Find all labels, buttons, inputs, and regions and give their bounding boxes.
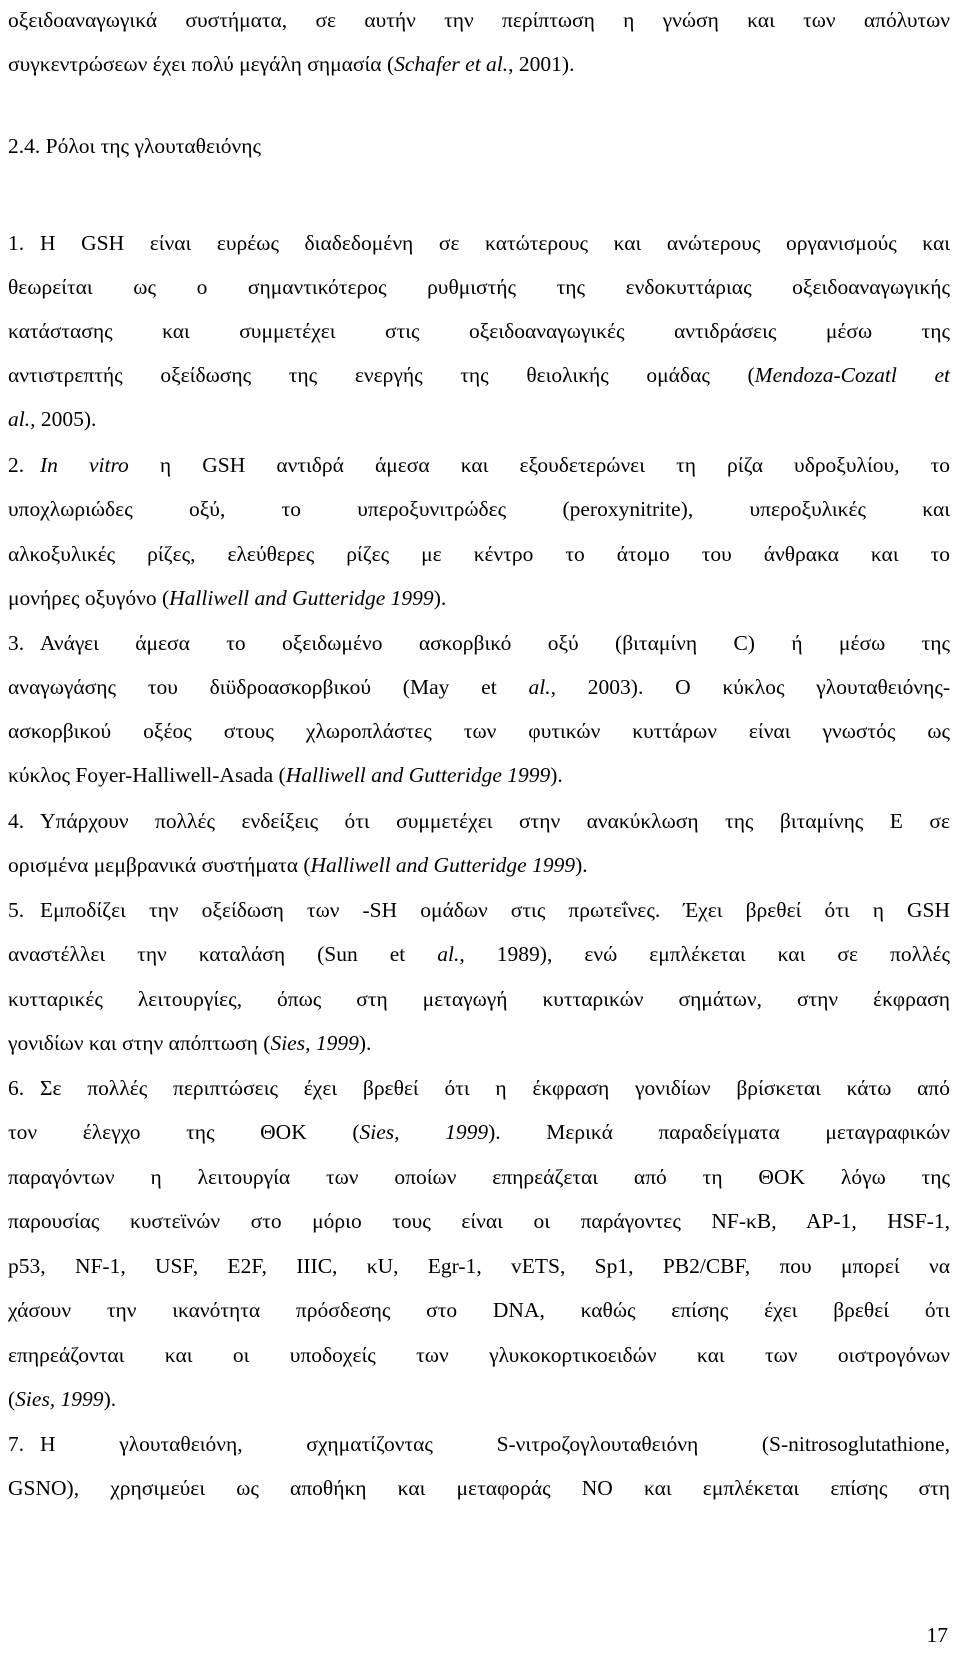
page-number: 17	[926, 1623, 948, 1647]
list-item-number: 4.	[8, 809, 25, 833]
list-item-line: ορισμένα μεμβρανικά συστήματα (Halliwell and Gutteridge 1999).	[8, 853, 588, 877]
list-item-line: κύκλος Foyer-Halliwell-Asada (Halliwell and Gutteridge 1999).	[8, 763, 563, 787]
list-item-line: παρουσίας κυστεϊνών στο μόριο τους είναι οι παράγοντες NF-κB, AP-1, HSF-1,	[8, 1209, 950, 1233]
intro-line: συγκεντρώσεων έχει πολύ μεγάλη σημασία (Schafer et al., 2001).	[8, 52, 575, 76]
list-item-line: υποχλωριώδες οξύ, το υπεροξυνιτρώδες (peroxynitrite), υπεροξυλικές και	[8, 497, 950, 521]
list-item-line: αλκοξυλικές ρίζες, ελεύθερες ρίζες με κέντρο το άτομο του άνθρακα και το	[8, 542, 950, 566]
list-item-line: γονιδίων και στην απόπτωση (Sies, 1999).	[8, 1031, 372, 1055]
section-heading: 2.4. Ρόλοι της γλουταθειόνης	[8, 134, 262, 158]
list-item-line: επηρεάζονται και οι υποδοχείς των γλυκοκορτικοειδών και των οιστρογόνων	[8, 1343, 950, 1367]
list-item-line: αντιστρεπτής οξείδωσης της ενεργής της θειολικής ομάδας (Mendoza-Cozatl et	[8, 363, 950, 387]
list-item-line: GSNO), χρησιμεύει ως αποθήκη και μεταφοράς NO και εμπλέκεται επίσης στη	[8, 1476, 950, 1500]
list-item-line: αναστέλλει την καταλάση (Sun et al., 1989), ενώ εμπλέκεται και σε πολλές	[8, 942, 950, 966]
list-item-line: παραγόντων η λειτουργία των οποίων επηρεάζεται από τη ΘΟΚ λόγω της	[8, 1165, 950, 1189]
list-item-line: (Sies, 1999).	[8, 1387, 117, 1411]
list-item-line: κατάστασης και συμμετέχει στις οξειδοαναγωγικές αντιδράσεις μέσω της	[8, 319, 950, 343]
list-item-line: χάσουν την ικανότητα πρόσδεσης στο DNA, καθώς επίσης έχει βρεθεί ότι	[8, 1298, 950, 1322]
list-item-line: Σε πολλές περιπτώσεις έχει βρεθεί ότι η έκφραση γονιδίων βρίσκεται κάτω από	[40, 1076, 950, 1100]
list-item-line: Η γλουταθειόνη, σχηματίζοντας S-νιτροζογλουταθειόνη (S-nitrosoglutathione,	[40, 1432, 950, 1456]
list-item-line: Ανάγει άμεσα το οξειδωμένο ασκορβικό οξύ (βιταμίνη C) ή μέσω της	[40, 631, 950, 655]
list-item-line: Εμποδίζει την οξείδωση των -SH ομάδων στις πρωτεΐνες. Έχει βρεθεί ότι η GSH	[40, 898, 950, 922]
list-item-line: ασκορβικού οξέος στους χλωροπλάστες των φυτικών κυττάρων είναι γνωστός ως	[8, 719, 950, 743]
list-item-number: 6.	[8, 1076, 25, 1100]
list-item-number: 5.	[8, 898, 25, 922]
list-item-number: 2.	[8, 453, 25, 477]
list-item-line: κυτταρικές λειτουργίες, όπως στη μεταγωγή κυτταρικών σημάτων, στην έκφραση	[8, 987, 950, 1011]
list-item-line: μονήρες οξυγόνο (Halliwell and Gutteridge 1999).	[8, 586, 447, 610]
list-item-line: θεωρείται ως ο σημαντικότερος ρυθμιστής της ενδοκυττάριας οξειδοαναγωγικής	[8, 275, 950, 299]
list-item-number: 1.	[8, 231, 25, 255]
list-item-number: 7.	[8, 1432, 25, 1456]
list-item-line: Η GSH είναι ευρέως διαδεδομένη σε κατώτερους και ανώτερους οργανισμούς και	[40, 231, 950, 255]
intro-line: οξειδοαναγωγικά συστήματα, σε αυτήν την περίπτωση η γνώση και των απόλυτων	[8, 8, 950, 32]
list-item-line: αναγωγάσης του διϋδροασκορβικού (May et al., 2003). Ο κύκλος γλουταθειόνης-	[8, 675, 950, 699]
list-item-line: Υπάρχουν πολλές ενδείξεις ότι συμμετέχει στην ανακύκλωση της βιταμίνης Ε σε	[40, 809, 950, 833]
list-item-line: p53, NF-1, USF, E2F, IIIC, κU, Egr-1, vETS, Sp1, PB2/CBF, που μπορεί να	[8, 1254, 950, 1278]
list-item-line: In vitro η GSH αντιδρά άμεσα και εξουδετερώνει τη ρίζα υδροξυλίου, το	[40, 453, 950, 477]
list-item-number: 3.	[8, 631, 25, 655]
list-item-line: τον έλεγχο της ΘΟΚ (Sies, 1999). Μερικά παραδείγματα μεταγραφικών	[8, 1120, 950, 1144]
list-item-line: al., 2005).	[8, 407, 97, 431]
